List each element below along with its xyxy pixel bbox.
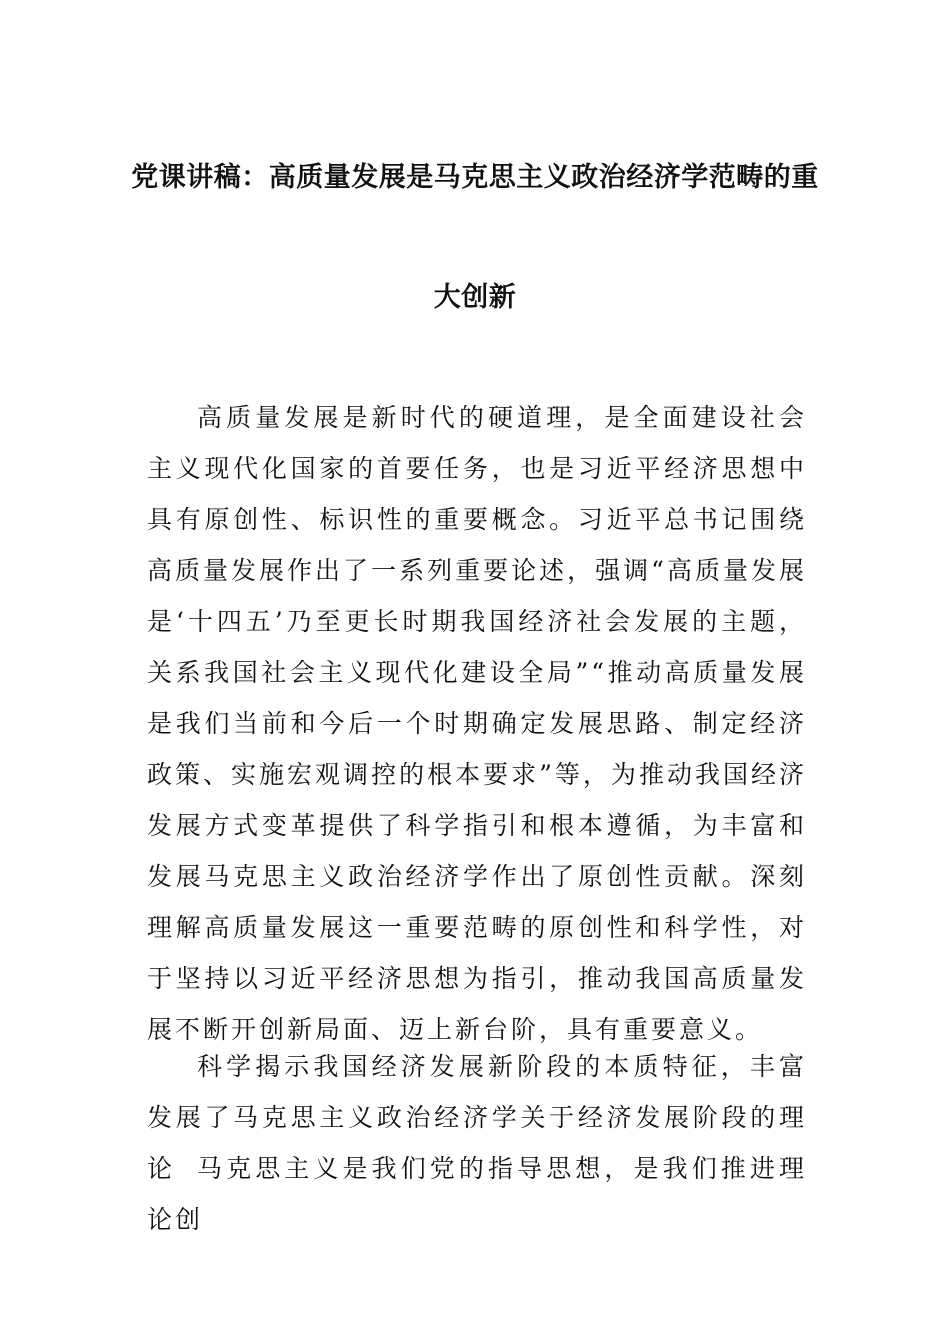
section-heading: 科学揭示我国经济发展新阶段的本质特征，丰富发展了马克思主义政治经济学关于经济发展阶段的理论 (147, 1052, 807, 1183)
body-paragraph-1-block (147, 392, 807, 1055)
body-paragraph-2-block (147, 1143, 807, 1245)
body-paragraph: 马克思主义是我们党的指导思想，是我们推进理论创 (147, 1154, 807, 1234)
body-paragraph: 高质量发展是新时代的硬道理，是全面建设社会主义现代化国家的首要任务，也是习近平经济思想中具有原创性、标识性的重要概念。习近平总书记围绕高质量发展作出了一系列重要论述，强调“高质量发展是‘十四五’乃至更长时期我国经济社会发展的主题，关系我国社会主义现代化建设全局”“推动高质量发展是我们当前和今后一个时期确定发展思路、制定经济政策、实施宏观调控的根本要求”等，为推动我国经济发展方式变革提供了科学指引和根本遵循，为丰富和发展马克思主义政治经济学作出了原创性贡献。深刻理解高质量发展这一重要范畴的原创性和科学性，对于坚持以习近平经济思想为指引，推动我国高质量发展不断开创新局面、迈上新台阶，具有重要意义。 (147, 403, 807, 1044)
document-title-line-1: 党课讲稿：高质量发展是马克思主义政治经济学范畴的重 (131, 162, 819, 193)
document-title-line-2: 大创新 (433, 282, 517, 313)
